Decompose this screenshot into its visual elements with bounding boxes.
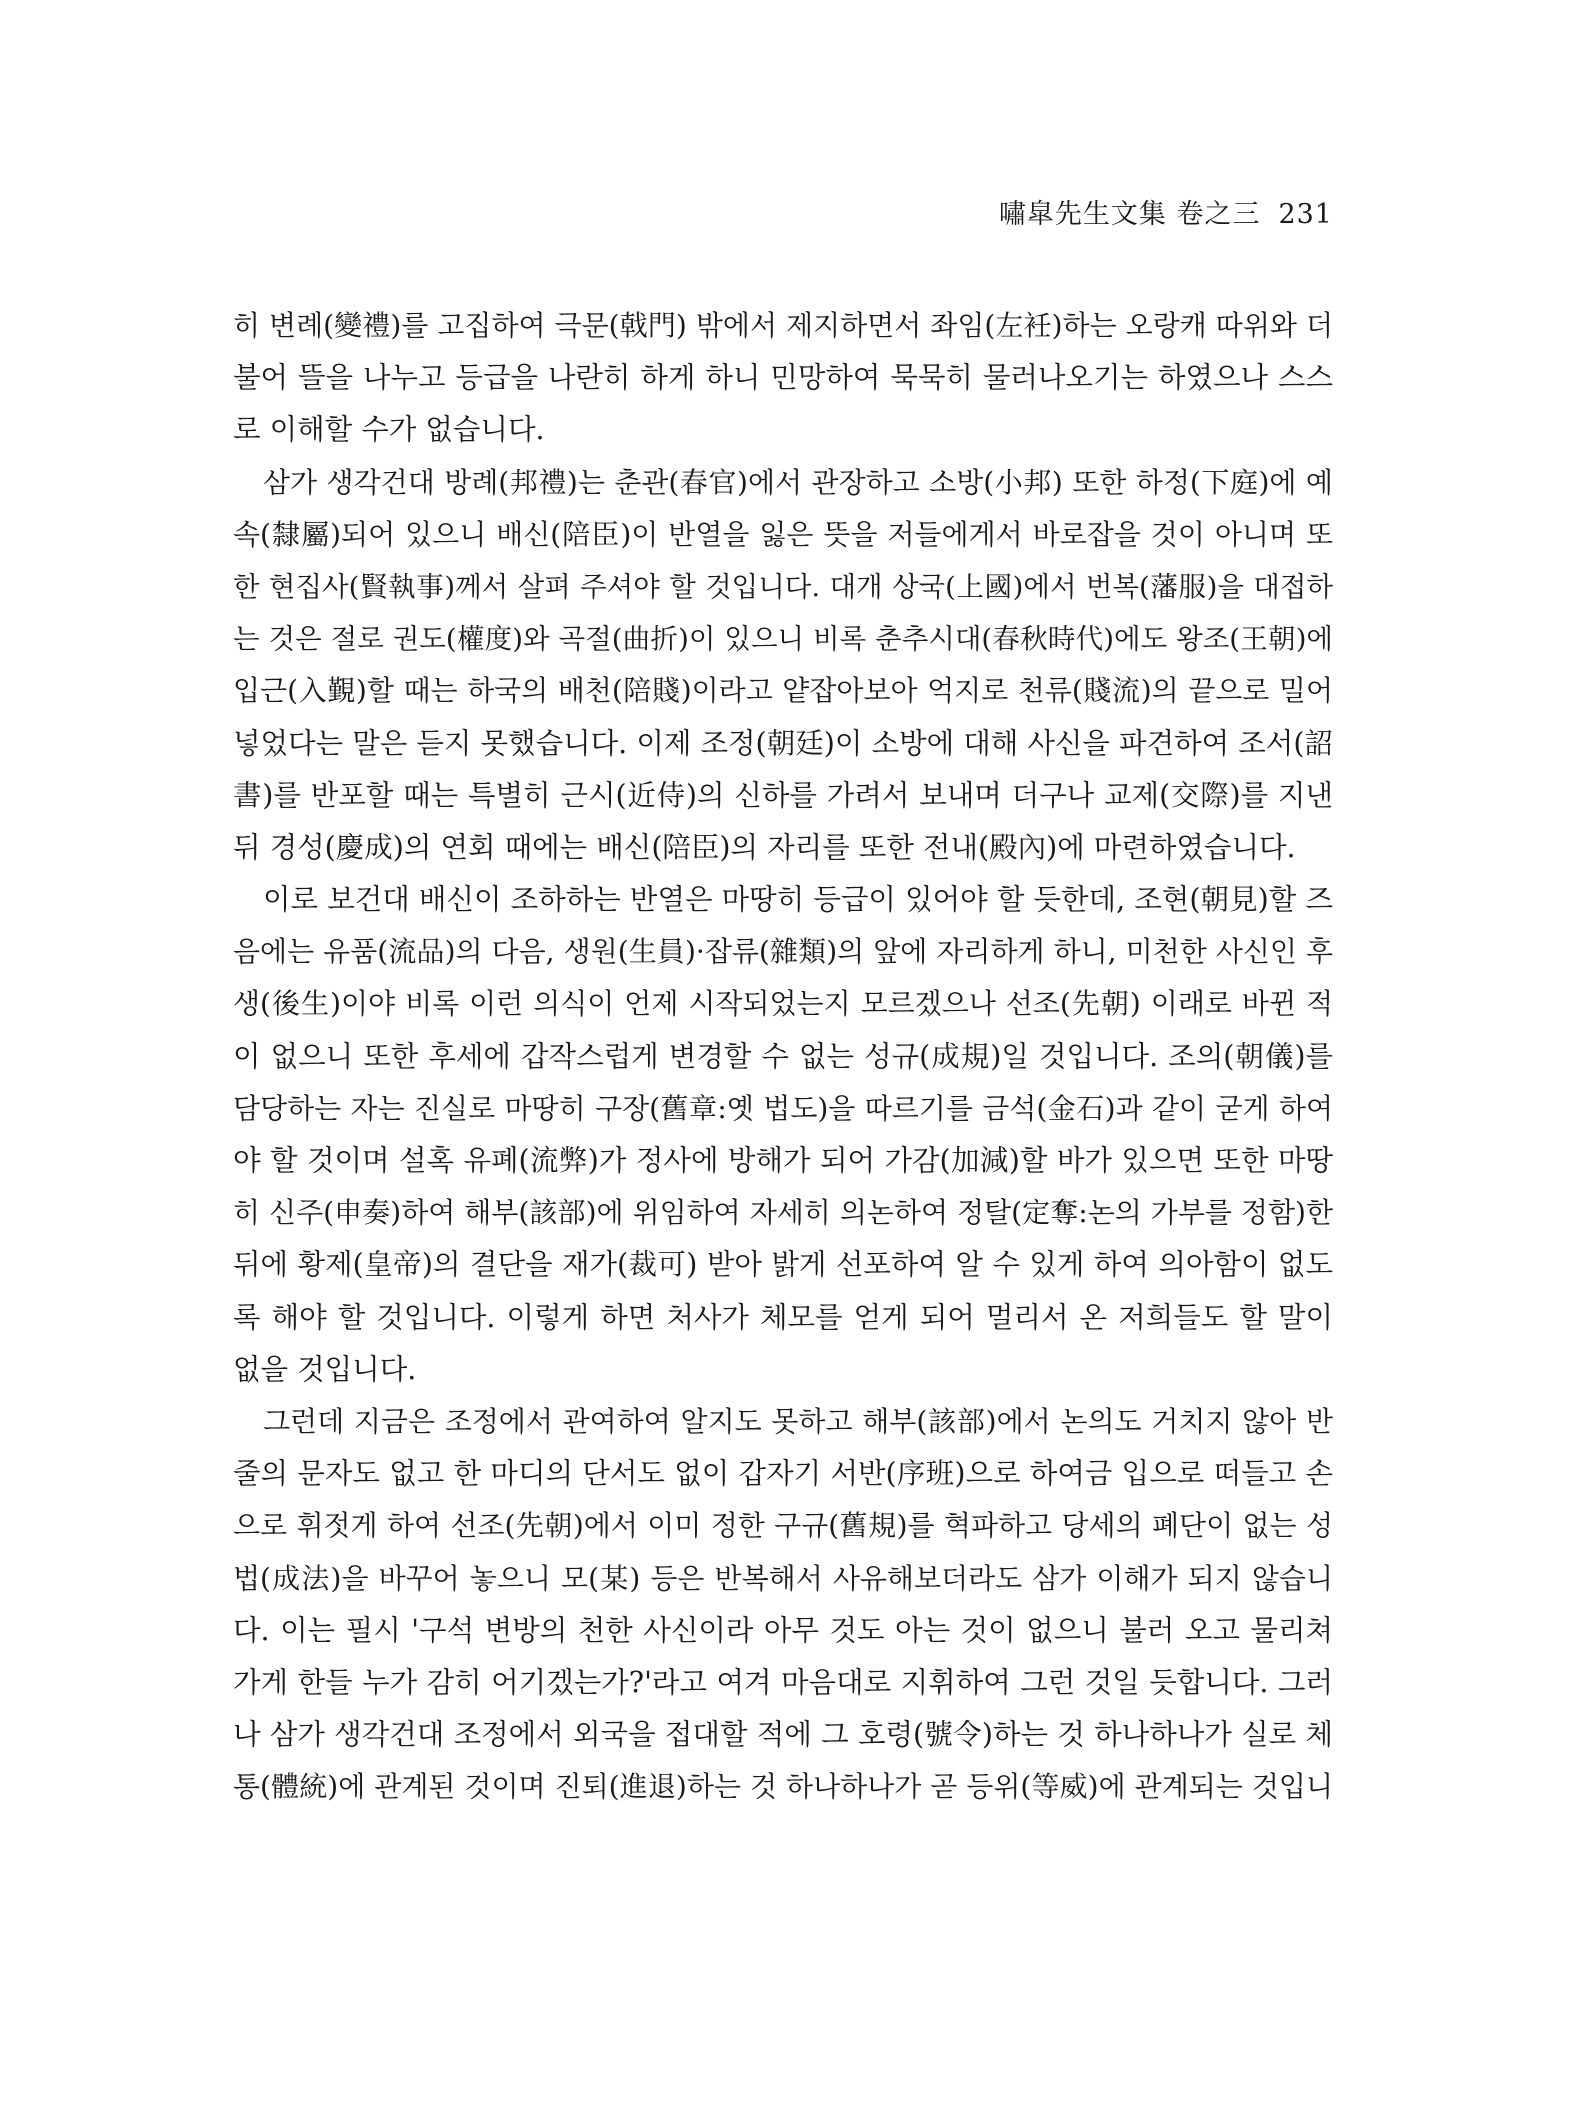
text-line: 없을 것입니다.: [233, 1352, 417, 1386]
text-line: 히 신주(申奏)하여 해부(該部)에 위임하여 자세히 의논하여 정탈(定奪:논의 가부를 정함)한: [233, 1196, 1333, 1230]
book-title: 嘯皐先生文集 卷之三: [998, 199, 1261, 230]
text-line: 가게 한들 누가 감히 어기겠는가?'라고 여겨 마음대로 지휘하여 그런 것일 듯합니다. 그러: [233, 1665, 1333, 1699]
body-text: [233, 300, 1333, 1813]
text-line: 는 것은 절로 권도(權度)와 곡절(曲折)이 있으니 비록 춘추시대(春秋時代)에도 왕조(王朝)에: [233, 623, 1333, 656]
text-line: 생(後生)이야 비록 이런 의식이 언제 시작되었는지 모르겠으나 선조(先朝) 이래로 바뀐 적: [233, 987, 1333, 1021]
text-line: 이로 보건대 배신이 조하하는 반열은 마땅히 등급이 있어야 할 듯한데, 조현(朝見)할 즈: [263, 883, 1333, 917]
page-number: 231: [1278, 199, 1333, 230]
text-line: 나 삼가 생각건대 조정에서 외국을 접대할 적에 그 호령(號令)하는 것 하나하나가 실로 체: [233, 1718, 1333, 1752]
running-header: [999, 192, 1333, 231]
text-line: 법(成法)을 바꾸어 놓으니 모(某) 등은 반복해서 사유해보더라도 삼가 이해가 되지 않습니: [233, 1561, 1333, 1595]
text-line: 야 할 것이며 설혹 유폐(流弊)가 정사에 방해가 되어 가감(加減)할 바가 있으면 또한 마땅: [233, 1144, 1333, 1177]
text-line: 한 현집사(賢執事)께서 살펴 주셔야 할 것입니다. 대개 상국(上國)에서 번복(藩服)을 대접하: [233, 570, 1333, 603]
text-line: 넣었다는 말은 듣지 못했습니다. 이제 조정(朝廷)이 소방에 대해 사신을 파견하여 조서(詔: [233, 726, 1333, 760]
text-line: 뒤 경성(慶成)의 연회 때에는 배신(陪臣)의 자리를 또한 전내(殿內)에 마련하였습니다.: [233, 830, 1296, 864]
text-line: 줄의 문자도 없고 한 마디의 단서도 없이 갑자기 서반(序班)으로 하여금 입으로 떠들고 손: [233, 1457, 1333, 1491]
text-line: 담당하는 자는 진실로 마땅히 구장(舊章:옛 법도)을 따르기를 금석(金石)과 같이 굳게 하여: [233, 1091, 1333, 1125]
text-line: 록 해야 할 것입니다. 이렇게 하면 처사가 체모를 얻게 되어 멀리서 온 저희들도 할 말이: [233, 1300, 1333, 1334]
paragraph: [233, 1396, 1333, 1814]
paragraph-continued: [233, 300, 1333, 457]
text-line: 으로 휘젓게 하여 선조(先朝)에서 이미 정한 구규(舊規)를 혁파하고 당세의 폐단이 없는 성: [233, 1509, 1333, 1543]
text-line: 입근(入覲)할 때는 하국의 배천(陪賤)이라고 얕잡아보아 억지로 천류(賤流)의 끝으로 밀어: [233, 674, 1333, 708]
text-line: 불어 뜰을 나누고 등급을 나란히 하게 하니 민망하여 묵묵히 물러나오기는 하였으나 스스: [233, 361, 1333, 395]
text-line: 그런데 지금은 조정에서 관여하여 알지도 못하고 해부(該部)에서 논의도 거치지 않아 반: [263, 1404, 1333, 1438]
paragraph: [233, 874, 1333, 1396]
text-line: 삼가 생각건대 방례(邦禮)는 춘관(春官)에서 관장하고 소방(小邦) 또한 하정(下庭)에 예: [263, 465, 1333, 499]
text-line: 통(體統)에 관계된 것이며 진퇴(進退)하는 것 하나하나가 곧 등위(等威)에 관계되는 것입니: [233, 1770, 1333, 1804]
text-line: 뒤에 황제(皇帝)의 결단을 재가(裁可) 받아 밝게 선포하여 알 수 있게 하여 의아함이 없도: [233, 1248, 1333, 1282]
paragraph: [233, 457, 1333, 875]
text-line: 다. 이는 필시 '구석 변방의 천한 사신이라 아무 것도 아는 것이 없으니 불러 오고 물리쳐: [233, 1613, 1333, 1647]
text-line: 히 변례(變禮)를 고집하여 극문(戟門) 밖에서 제지하면서 좌임(左衽)하는 오랑캐 따위와 더: [233, 309, 1333, 342]
text-line: 음에는 유품(流品)의 다음, 생원(生員)·잡류(雜類)의 앞에 자리하게 하니, 미천한 사신인 후: [233, 935, 1333, 969]
text-line: 書)를 반포할 때는 특별히 근시(近侍)의 신하를 가려서 보내며 더구나 교제(交際)를 지낸: [233, 778, 1333, 812]
text-line: 로 이해할 수가 없습니다.: [233, 413, 545, 447]
text-line: 속(隸屬)되어 있으니 배신(陪臣)이 반열을 잃은 뜻을 저들에게서 바로잡을 것이 아니며 또: [233, 517, 1333, 551]
text-line: 이 없으니 또한 후세에 갑작스럽게 변경할 수 없는 성규(成規)일 것입니다. 조의(朝儀)를: [233, 1039, 1333, 1073]
